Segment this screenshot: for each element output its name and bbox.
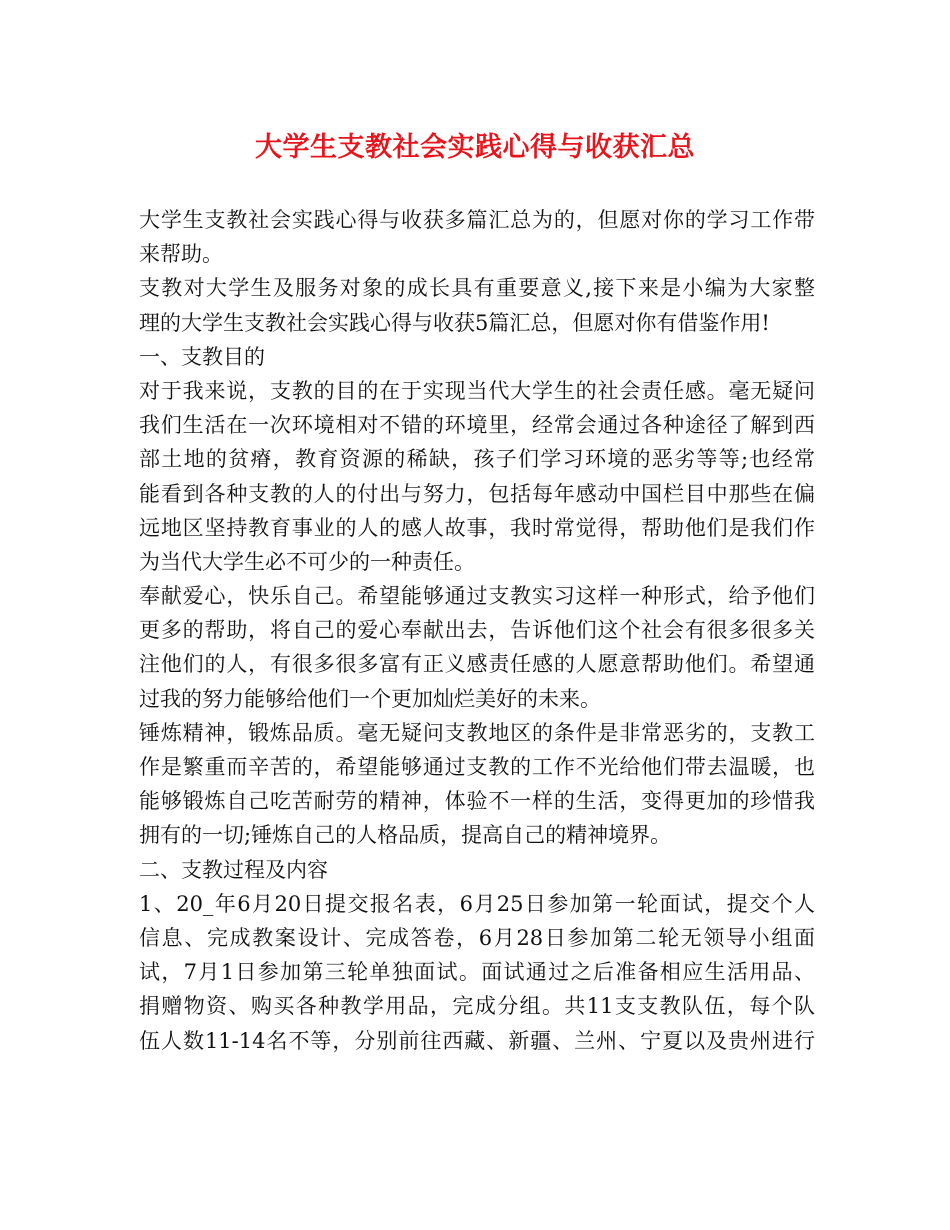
- document-body: [139, 203, 815, 1058]
- text-line: 大学生支教社会实践心得与收获多篇汇总为的，但愿对你的学习工作带: [139, 208, 815, 232]
- text-line: 能够锻炼自己吃苦耐劳的精神，体验不一样的生活，变得更加的珍惜我: [139, 789, 815, 814]
- text-line: 捐赠物资、购买各种教学用品，完成分组。共11支支教队伍，每个队: [139, 994, 815, 1019]
- text-line: 伍人数11-14名不等，分别前往西藏、新疆、兰州、宁夏以及贵州进行: [139, 1028, 815, 1053]
- text-line: 理的大学生支教社会实践心得与收获5篇汇总，但愿对你有借鉴作用!: [139, 310, 770, 335]
- document-title: 大学生支教社会实践心得与收获汇总: [255, 132, 695, 163]
- text-line: 信息、完成教案设计、完成答卷，6月28日参加第二轮无领导小组面: [139, 925, 815, 950]
- text-line: 作是繁重而辛苦的，希望能够通过支教的工作不光给他们带去温暖，也: [139, 755, 815, 779]
- text-line: 1、20_年6月20日提交报名表，6月25日参加第一轮面试，提交个人: [139, 891, 815, 916]
- text-line: 支教对大学生及服务对象的成长具有重要意义,接下来是小编为大家整: [139, 276, 815, 301]
- text-line: 拥有的一切;锤炼自己的人格品质，提高自己的精神境界。: [139, 823, 672, 848]
- text-line: 部土地的贫瘠，教育资源的稀缺，孩子们学习环境的恶劣等等;也经常: [139, 447, 815, 472]
- text-line: 我们生活在一次环境相对不错的环境里，经常会通过各种途径了解到西: [139, 413, 815, 438]
- text-line: 一、支教目的: [139, 344, 265, 369]
- text-line: 试，7月1日参加第三轮单独面试。面试通过之后准备相应生活用品、: [139, 960, 815, 985]
- text-line: 来帮助。: [139, 242, 223, 267]
- text-line: 为当代大学生必不可少的一种责任。: [139, 549, 475, 574]
- text-line: 能看到各种支教的人的付出与努力，包括每年感动中国栏目中那些在偏: [139, 481, 815, 506]
- text-line: 过我的努力能够给他们一个更加灿烂美好的未来。: [139, 686, 601, 711]
- text-line: 更多的帮助，将自己的爱心奉献出去，告诉他们这个社会有很多很多关: [139, 618, 815, 643]
- text-line: 注他们的人，有很多很多富有正义感责任感的人愿意帮助他们。希望通: [139, 652, 815, 677]
- text-line: 锤炼精神，锻炼品质。毫无疑问支教地区的条件是非常恶劣的，支教工: [139, 720, 815, 745]
- text-line: 二、支教过程及内容: [139, 857, 328, 882]
- text-line: 奉献爱心，快乐自己。希望能够通过支教实习这样一种形式，给予他们: [139, 584, 815, 609]
- text-line: 远地区坚持教育事业的人的感人故事，我时常觉得，帮助他们是我们作: [139, 515, 815, 540]
- text-line: 对于我来说，支教的目的在于实现当代大学生的社会责任感。毫无疑问: [139, 378, 815, 403]
